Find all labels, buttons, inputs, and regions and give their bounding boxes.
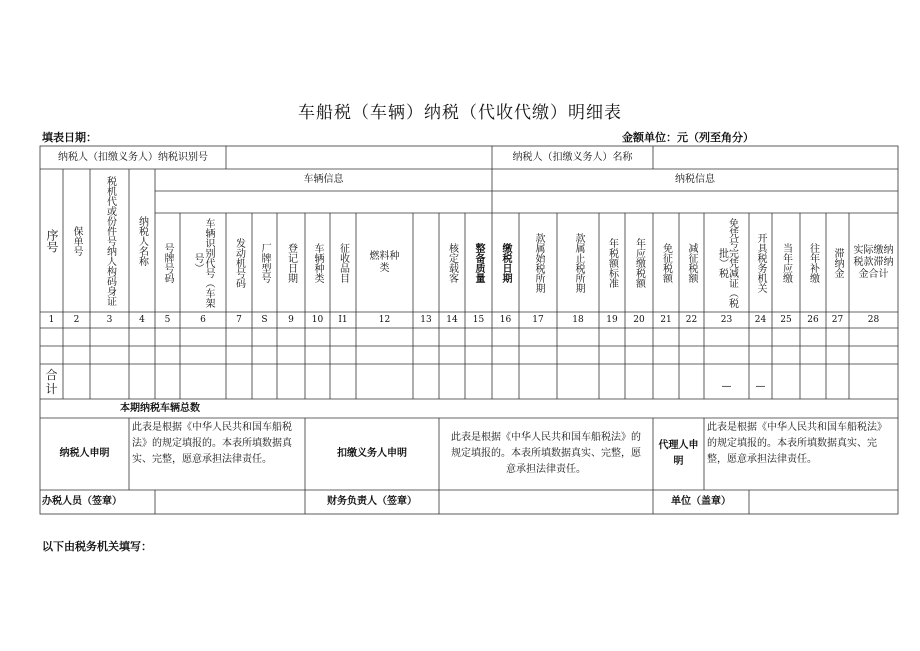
- data-row-1[interactable]: [63, 328, 898, 346]
- col-model: 厂牌型号: [259, 242, 270, 283]
- col-tax-agent-id: 税机代或份件号纳人构码身证: [104, 175, 116, 306]
- taxpayer-declare-text: 此表是根据《中华人民共和国车船税法》的规定填报的。本表所填数据真实、完整，愿意承担法律责任。: [132, 422, 292, 465]
- total-label: 合计: [45, 367, 58, 396]
- col-back: 往年补缴: [807, 242, 819, 283]
- col-engine: 发动机号码: [233, 237, 245, 288]
- taxpayer-name-label: 纳税人（扣缴义务人）名称: [512, 151, 633, 163]
- column-number: 3: [106, 315, 113, 325]
- col-fuel: 燃料种类: [369, 250, 400, 274]
- column-number: S: [261, 315, 268, 325]
- column-number: 17: [532, 315, 544, 325]
- column-number: 13: [420, 315, 432, 325]
- column-number: 20: [633, 315, 645, 325]
- column-number: 12: [378, 315, 391, 325]
- page-title: 车船税（车辆）纳税（代收代缴）明细表: [298, 103, 622, 123]
- handler-sign-label: 办税人员（签章）: [42, 496, 122, 507]
- fill-date-label: 填表日期：: [42, 131, 97, 144]
- taxpayer-declare-label: 纳税人申明: [59, 448, 110, 459]
- column-number: 9: [288, 315, 294, 325]
- column-number: 21: [660, 315, 672, 325]
- column-number: 10: [311, 315, 324, 325]
- col-reduce: 减征税额: [686, 242, 697, 283]
- column-number: 18: [572, 315, 584, 325]
- column-number: 27: [831, 315, 844, 325]
- col-period-end: 款属止税所期: [573, 232, 584, 293]
- handler-sign-field[interactable]: [155, 490, 305, 514]
- tax-info-group: 纳税信息: [675, 174, 715, 185]
- col-reg-date: 登记日期: [285, 242, 297, 283]
- vehicle-count-label: 本期纳税车辆总数: [120, 402, 200, 414]
- col-tax-item: 征收品目: [337, 242, 349, 283]
- col-late: 滞纳金: [832, 247, 843, 278]
- col-issuer: 开具税务机关: [755, 232, 766, 293]
- col-seq: 序号: [45, 228, 59, 253]
- taxpayer-id-label: 纳税人（扣缴义务人）纳税识别号: [58, 151, 208, 163]
- data-row-2[interactable]: [63, 346, 898, 364]
- column-number: 25: [780, 315, 792, 325]
- col-current: 当年应缴: [780, 242, 792, 283]
- column-number: 26: [807, 315, 819, 325]
- col-period-start: 款属始税所期: [533, 232, 544, 293]
- taxpayer-id-field[interactable]: [226, 146, 492, 169]
- column-number: 4: [139, 315, 145, 325]
- col-curb-weight: 整备质量: [473, 242, 484, 283]
- vehicle-count-field[interactable]: [280, 399, 898, 418]
- column-number: 14: [446, 315, 458, 325]
- col-seats: [413, 213, 439, 312]
- total-dash-issuer: —: [755, 380, 766, 392]
- col-annual-std: 年税额标准: [606, 237, 618, 288]
- column-number: 2: [73, 315, 80, 325]
- column-number: 22: [685, 315, 698, 325]
- column-number: 23: [720, 315, 733, 325]
- column-number: 16: [499, 315, 512, 325]
- col-annual-due: 年应缴税额: [633, 237, 645, 288]
- column-number: 28: [867, 315, 880, 325]
- column-number: 24: [754, 315, 767, 325]
- column-number: 1: [48, 315, 55, 325]
- col-plate: 号牌号码: [162, 242, 173, 283]
- unit-seal-label: 单位（盖章）: [671, 496, 731, 507]
- column-number: 6: [200, 315, 206, 325]
- col-taxpayer-name: 纳税人名称: [136, 215, 148, 266]
- col-vin: 车辆识别代号（车架号）: [192, 217, 214, 308]
- total-dash-cert: —: [721, 380, 732, 392]
- footer-note: 以下由税务机关填写：: [42, 540, 152, 553]
- agent-declare-label: 代理人申明: [658, 440, 699, 467]
- taxpayer-name-field[interactable]: [653, 146, 898, 169]
- col-pay-date: 缴税日期: [500, 242, 511, 283]
- finance-sign-label: 财务负责人（签章）: [327, 496, 417, 507]
- col-total: 实际缴纳税款滞纳金合计: [853, 244, 894, 280]
- withholder-declare-text: 此表是根据《中华人民共和国车船税法》的规定填报的。本表所填数据真实、完整，愿意承担法律责任。: [451, 432, 641, 475]
- finance-sign-field[interactable]: [439, 490, 653, 514]
- amount-unit-label: 金额单位：元（列至角分）: [622, 131, 754, 144]
- column-number: 5: [164, 315, 171, 325]
- vehicle-info-group: 车辆信息: [303, 174, 344, 185]
- col-policy: 保单号: [71, 225, 82, 256]
- unit-seal-field[interactable]: [749, 490, 898, 514]
- col-cert: 免凭号完凭减证（税批）税: [716, 217, 738, 308]
- column-number: I1: [338, 315, 348, 325]
- col-seats-label: 核定载客: [446, 242, 458, 283]
- column-number: 7: [236, 315, 242, 325]
- col-vehicle-type: 车辆种类: [312, 242, 323, 283]
- col-exempt: 免征税额: [660, 242, 672, 283]
- column-number: 15: [472, 315, 485, 325]
- agent-declare-text: 此表是根据《中华人民共和国车船税法》的规定填报的。本表所填数据真实、完整，愿意承担法律责任。: [707, 422, 887, 465]
- withholder-declare-label: 扣缴义务人申明: [337, 448, 407, 459]
- column-number: 19: [606, 315, 618, 325]
